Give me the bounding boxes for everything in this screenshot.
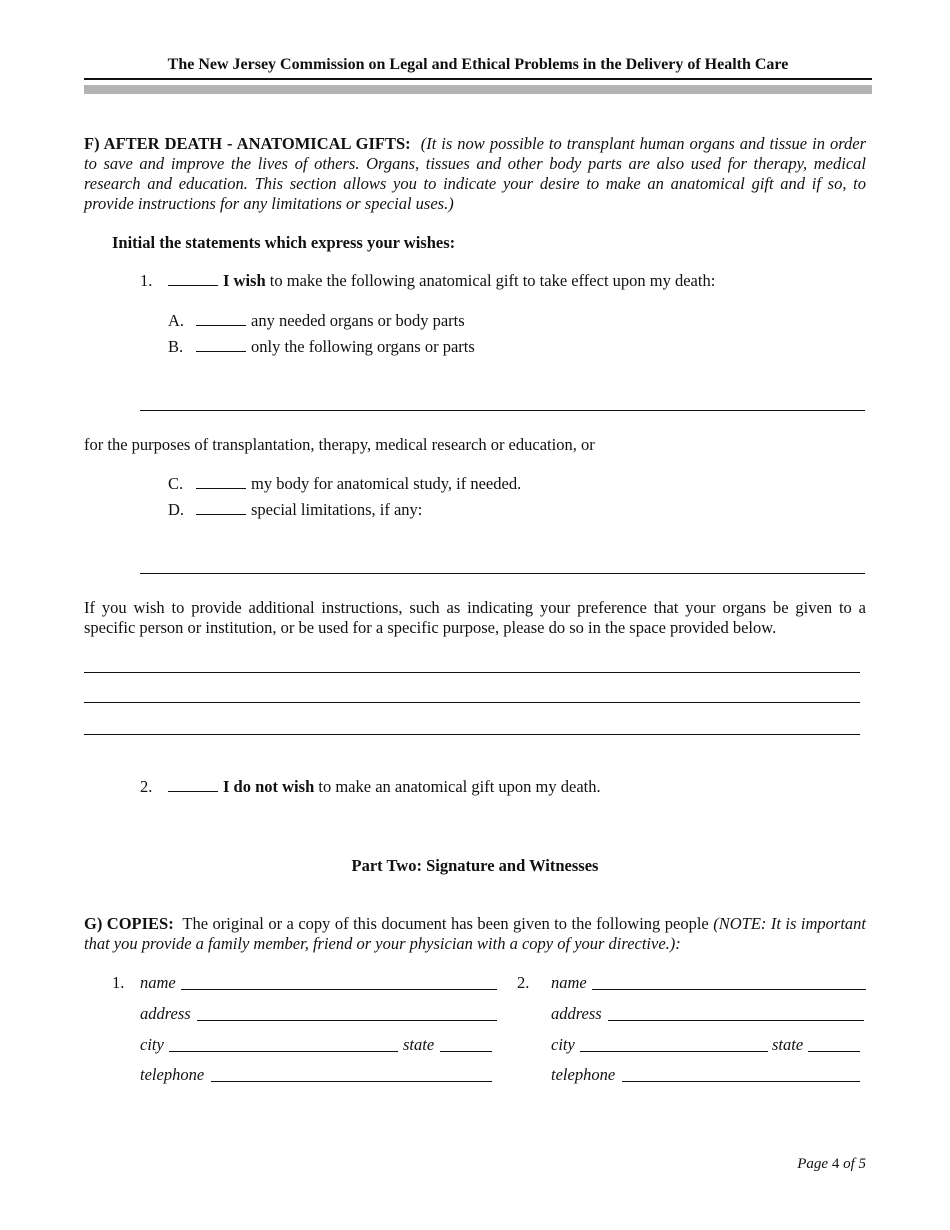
additional-instructions-text: If you wish to provide additional instructions, such as indicating your preference that your organs be given to a specific person or institution, or be used for a specific purpose, please do so in the space provided below. (84, 598, 866, 637)
recipient-2-name-field[interactable] (592, 989, 866, 990)
recipient-1-number: 1. (112, 973, 125, 992)
option-c-text: my body for anatomical study, if needed. (251, 474, 522, 493)
do-not-wish-statement (140, 777, 601, 797)
option-b-text: only the following organs or parts (251, 337, 475, 356)
recipient-1-state-field[interactable] (440, 1051, 492, 1052)
city-label: city (140, 1035, 164, 1054)
limitations-line[interactable] (140, 573, 865, 574)
section-g-text: The original or a copy of this document has been given to the following people (182, 914, 709, 933)
section-f-description: (It is now possible to transplant human organs and tissue in order to save and improve the lives of others. Organs, tissues and other body parts are also used for therapy, medical research and education. This section allows you to indicate your desire to make an anatomical gift and if so, to provide instructions for any limitations or special uses.) (84, 134, 867, 213)
recipient-1-name-row (140, 973, 497, 993)
wish-bold: I wish (223, 271, 266, 290)
header-rule (84, 78, 872, 80)
recipient-2-address-field[interactable] (608, 1020, 864, 1021)
instructions-line-2[interactable] (84, 702, 860, 703)
recipient-2-telephone-row (551, 1065, 866, 1085)
instructions-line-3[interactable] (84, 734, 860, 735)
purposes-text: for the purposes of transplantation, therapy, medical research or education, or (84, 435, 595, 454)
recipient-1-name-field[interactable] (181, 989, 497, 990)
part-two-title: Part Two: Signature and Witnesses (351, 856, 599, 875)
telephone-label: telephone (140, 1065, 205, 1084)
page-number (797, 1156, 866, 1173)
option-b (168, 337, 475, 357)
recipient-2-number: 2. (517, 973, 530, 992)
section-g-intro (84, 914, 866, 954)
initial-blank-c[interactable] (196, 474, 246, 489)
option-a-text: any needed organs or body parts (251, 311, 465, 330)
wish-gift-statement (140, 271, 715, 291)
recipient-2-city-field[interactable] (580, 1051, 768, 1052)
initial-blank-do-not-wish[interactable] (168, 777, 218, 792)
organs-parts-line[interactable] (140, 410, 865, 411)
page-of: of (843, 1156, 855, 1172)
state-label: state (403, 1035, 435, 1054)
do-not-wish-bold: I do not wish (223, 777, 315, 796)
city-label: city (551, 1035, 575, 1054)
do-not-wish-text: to make an anatomical gift upon my death. (318, 777, 601, 796)
initial-blank-wish[interactable] (168, 271, 218, 286)
recipient-2-state-field[interactable] (808, 1051, 860, 1052)
page-word: Page (797, 1156, 829, 1172)
item-number: 1. (140, 271, 153, 290)
page-current: 4 (831, 1156, 840, 1172)
initial-blank-a[interactable] (196, 311, 246, 326)
page-total: 5 (858, 1156, 866, 1172)
wish-text: to make the following anatomical gift to take effect upon my death: (269, 271, 716, 290)
recipient-1-address-field[interactable] (197, 1020, 497, 1021)
recipient-2-address-row (551, 1004, 866, 1024)
option-c (168, 474, 521, 494)
recipient-2-city-row (551, 1035, 866, 1055)
section-g-heading: G) COPIES: (84, 914, 174, 933)
name-label: name (140, 973, 176, 992)
option-b-letter: B. (168, 337, 184, 356)
recipient-1-telephone-field[interactable] (211, 1081, 492, 1082)
recipient-1-address-row (140, 1004, 497, 1024)
initial-prompt: Initial the statements which express your wishes: (112, 233, 456, 252)
address-label: address (551, 1004, 602, 1023)
section-f-intro (84, 134, 866, 214)
section-f-heading: F) AFTER DEATH - ANATOMICAL GIFTS: (84, 134, 411, 153)
item-number: 2. (140, 777, 153, 796)
option-d-text: special limitations, if any: (251, 500, 423, 519)
option-d (168, 500, 422, 520)
address-label: address (140, 1004, 191, 1023)
name-label: name (551, 973, 587, 992)
document-header: The New Jersey Commission on Legal and Ethical Problems in the Delivery of Health Care (167, 56, 789, 73)
recipient-2-telephone-field[interactable] (622, 1081, 860, 1082)
initial-blank-d[interactable] (196, 500, 246, 515)
recipient-1-city-field[interactable] (169, 1051, 398, 1052)
option-d-letter: D. (168, 500, 185, 519)
initial-blank-b[interactable] (196, 337, 246, 352)
recipient-1-telephone-row (140, 1065, 497, 1085)
header-gray-bar (84, 85, 872, 94)
recipient-2-name-row (551, 973, 866, 993)
section-g-note: (NOTE: It is important that you provide a family member, friend or your physician with a copy of your directive.): (84, 914, 867, 953)
option-a-letter: A. (168, 311, 185, 330)
state-label: state (772, 1035, 804, 1054)
instructions-line-1[interactable] (84, 672, 860, 673)
option-c-letter: C. (168, 474, 184, 493)
recipient-1-city-row (140, 1035, 497, 1055)
option-a (168, 311, 465, 331)
telephone-label: telephone (551, 1065, 616, 1084)
